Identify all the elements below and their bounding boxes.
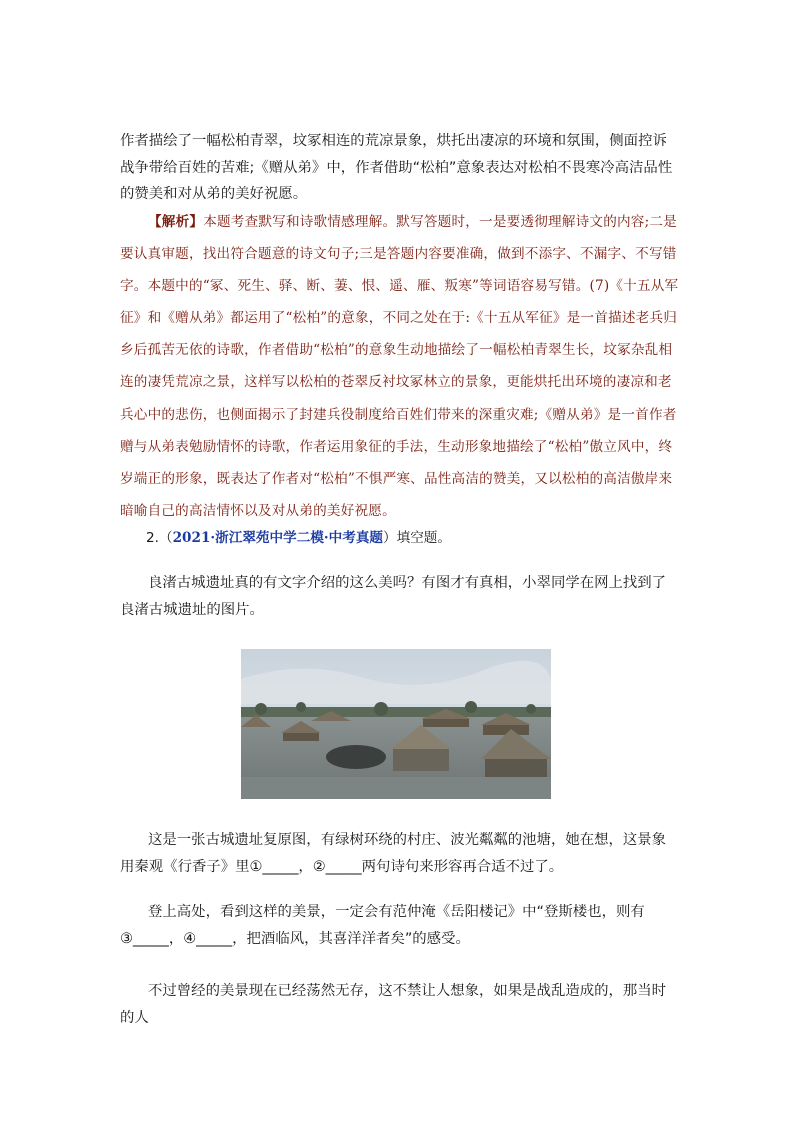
question-source: 2021·浙江翠苑中学二模·中考真题 (172, 530, 384, 546)
ancient-city-photo (241, 649, 551, 799)
paragraph-top: 作者描绘了一幅松柏青翠，坟冢相连的荒凉景象，烘托出凄凉的环境和氛围，侧面控诉战争带给百姓的苦难;《赠从弟》中，作者借助“松柏”意象表达对松柏不畏寒冷高洁品性的赞美和对从弟的美好祝愿。 (120, 133, 673, 203)
paragraph-1: 这是一张古城遗址复原图，有绿树环绕的村庄、波光粼粼的池塘，她在想，这景象用秦观《行香子》里①_____，②_____两句诗句来形容再合适不过了。 (120, 832, 667, 875)
analysis-block (120, 206, 680, 527)
paragraph-3: 不过曾经的美景现在已经荡然无存，这不禁让人想象，如果是战乱造成的，那当时的人 (120, 983, 667, 1026)
paragraph-intro: 良渚古城遗址真的有文字介绍的这么美吗？有图才有真相，小翠同学在网上找到了良渚古城遗址的图片。 (120, 575, 667, 618)
question-number: 2.（ (146, 530, 173, 546)
paragraph-2: 登上高处，看到这样的美景，一定会有范仲淹《岳阳楼记》中“登斯楼也，则有③_____，④_____，把酒临风，其喜洋洋者矣”的感受。 (120, 904, 645, 947)
question-2-heading (146, 526, 451, 546)
question-suffix: ）填空题。 (383, 530, 451, 546)
analysis-text: 本题考查默写和诗歌情感理解。默写答题时，一是要透彻理解诗文的内容;二是要认真审题，找出符合题意的诗文句子;三是答题内容要准确，做到不添字、不漏字、不写错字。本题中的“冢、死生、驿、断、萋、恨、遥、雁、叛寒”等词语容易写错。(7)《十五从军征》和《赠从弟》都运用了“松柏”的意象，不同之处在于:《十五从军征》是一首描述老兵归乡后孤苦无依的诗歌，作者借助“松柏”的意象生动地描绘了一幅松柏青翠生长，坟冢杂乱相连的凄凭荒凉之景，这样写以松柏的苍翠反衬坟冢林立的景象，更能烘托出环境的凄凉和老兵心中的悲伤，也侧面揭示了封建兵役制度给百姓们带来的深重灾难;《赠从弟》是一首作者赠与从弟表勉励情怀的诗歌，作者运用象征的手法，生动形象地描绘了“松柏”傲立风中，终岁端正的形象，既表达了作者对“松柏”不惧严寒、品性高洁的赞美，又以松柏的高洁傲岸来暗喻自己的高洁情怀以及对从弟的美好祝愿。 (120, 214, 679, 519)
analysis-tag: 【解析】 (148, 214, 204, 230)
